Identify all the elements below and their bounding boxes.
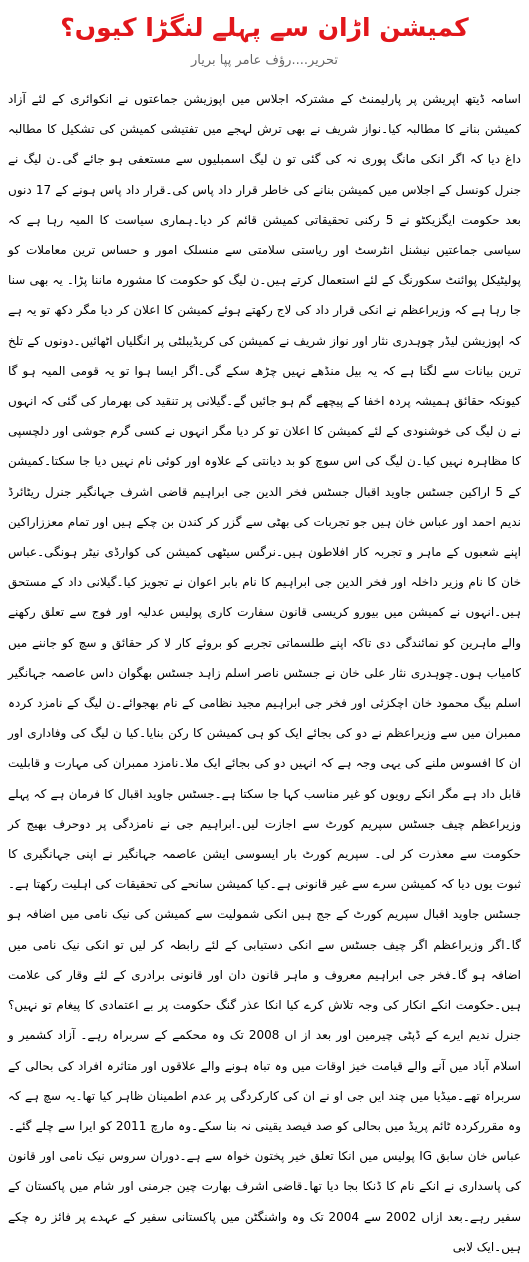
article-title: کمیشن اڑان سے پہلے لنگڑا کیوں؟ [60, 13, 469, 42]
article-byline: تحریر....رؤف عامر پپا بریار [191, 53, 338, 68]
article-body: اسامہ ڈیتھ اپریشن پر پارلیمنٹ کے مشترکہ اجلاس میں اپوزیشن جماعتوں نے انکوائری کے لئے آزاد کمیشن بنانے کا مطالبہ کیا۔نواز شریف نے بھی ترش لہجے میں تفتیشی کمیشن کی تشکیل کا مطالبہ داغ دیا کہ اگر انکی مانگ پوری نہ کی گئی تو ن لیگ اسمبلیوں سے مستعفی ہو جائے گی۔ن لیگ نے جنرل کونسل کے اجلاس میں کمیشن بنانے کی خاطر قرار داد پاس کی۔قرار داد پاس ہونے کے 17 دنوں بعد حکومت ایگزیکٹو نے 5 رکنی تحقیقاتی کمیشن قائم کر دیا۔ہماری سیاست کا المیہ رہا ہے کہ سیاسی جماعتیں نیشنل انٹرسٹ اور ریاستی سلامتی سے منسلک امور و حساس ترین معاملات کو پولیٹیکل پوائنٹ سکورنگ کے لئے استعمال کرتے ہیں۔ن لیگ کو حکومت کا مشورہ ماننا پڑا۔ یہ بھی سنا جا رہا ہے کہ وزیراعظم نے انکی قرار داد کی لاج رکھتے ہوئے کمیشن کا اعلان کر دیا مگر دکھ تو یہ ہے کہ اپوزیشن لیڈر چوہدری نثار اور نواز شریف نے کمیشن کی کریڈیبلٹی پر انگلیاں اٹھائیں۔دونوں کے تلخ ترین بیانات سے لگتا ہے کہ یہ بیل منڈھے نہیں چڑھ سکے گی۔اگر ایسا ہوا تو یہ قومی المیہ ہو گا کیونکہ حقائق ہمیشہ پردہ اخفا کے پیچھے گم ہو جائیں گے۔گیلانی پر تنقید کی بھرمار کی گئی کہ انہوں نے ن لیگ کی خوشنودی کے لئے کمیشن کا اعلان تو کر دیا مگر انہوں نے کسی گرم جوشی اور دلچسپی کا مظاہرہ نہیں کیا۔ن لیگ کی اس سوچ کو بد دیانتی کے علاوہ اور کوئی نام نہیں دیا جا سکتا۔کمیشن کے 5 اراکین جسٹس جاوید اقبال جسٹس فخر الدین جی ابراہیم قاضی اشرف جہانگیر جنرل ریٹائرڈ ندیم احمد اور عباس خان ہیں جو تجربات کی بھٹی سے گزر کر کندن بن چکے ہیں اور تمام معززاراکین اپنے شعبوں کے ماہر و تجربہ کار افلاطون ہیں۔نرگس سیٹھی کمیشن کی کوارڈی نیٹر ہونگی۔عباس خان کا نام وزیر داخلہ اور فخر الدین جی ابراہیم کا نام بابر اعوان نے تجویز کیا۔گیلانی داد کے مستحق ہیں۔انہوں نے کمیشن میں بیورو کریسی قانون سفارت کاری پولیس عدلیہ اور فوج سے تعلق رکھنے والے ماہرین کو نمائندگی دی تاکہ اپنے طلسماتی تجربے کو بروئے کار لا کر حقائق و سچ کو جاننے میں کامیاب ہوں۔چوہدری نثار علی خان نے جسٹس ناصر اسلم زاہد جسٹس بھگوان داس عاصمہ جہانگیر اسلم بیگ محمود خان اچکزئی اور فخر جی ابراہیم مجید نظامی کے نام بھجوائے۔ن لیگ کے نامزد کردہ ممبران میں سے وزیراعظم نے دو کی بجائے ایک کو ہی کمیشن کا رکن بنایا۔کیا ن لیگ کی وفاداری اور ان کا افسوس ملنے کی یہی وجہ ہے کہ انہیں دو کی بجائے ایک ملا۔نامزد ممبران کی مہارت و قابلیت قابل داد ہے مگر انکے رویوں کو غیر مناسب کہا جا سکتا ہے۔جسٹس جاوید اقبال کا فرمان ہے کہ پہلے وزیراعظم چیف جسٹس سپریم کورٹ سے اجازت لیں۔ابراہیم جی نے نامزدگی پر دوحرف بھیج کر حکومت سے معذرت کر لی۔ سپریم کورٹ بار ایسوسی ایشن عاصمہ جہانگیر نے اپنی جہانگیری کا ثبوت یوں دیا کہ کمیشن سرے سے غیر قانونی ہے۔کیا کمیشن سانحے کی تحقیقات کی اہلیت رکھتا ہے۔جسٹس جاوید اقبال سپریم کورٹ کے جج ہیں انکی شمولیت سے کمیشن کی نیک نامی میں اضافہ ہو گا۔اگر وزیراعظم اگر چیف جسٹس سے انکی دستیابی کے لئے رابطہ کر لیں تو انکی نیک نامی میں اضافہ ہو گا۔فخر جی ابراہیم معروف و ماہر قانون دان اور قانونی برادری کے لئے وقار کی علامت ہیں۔حکومت انکے انکار کی وجہ تلاش کرے کیا انکا عذر گنگ حکومت پر بے اعتمادی کا پیغام تو نہیں؟جنرل ندیم ایرے کے ڈپٹی چیرمین اور بعد از اں 2008 تک وہ محکمے کے سربراہ رہے۔ آزاد کشمیر و اسلام آباد میں آنے والے قیامت خیز اوقات میں وہ تباہ ہونے والے علاقوں اور متاثرہ افراد کی بحالی کے سربراہ تھے۔میڈیا میں چند ایں جی او نے ان کی کارکردگی پر عدم اطمینان ظاہر کیا تھا۔یہ سچ ہے کہ وہ مقررکردہ ٹائم پریڈ میں بحالی کو صد فیصد یقینی نہ بنا سکے۔وہ مارچ 2011 کو ایرا سے چلے گئے۔عباس خان سابق IG پولیس میں انکا تعلق خیر پختون خواہ سے ہے۔دوران سروس نیک نامی اور قانون کی پاسداری نے انکے نام کا ڈنکا بجا دیا تھا۔قاضی اشرف بھارت چین جرمنی اور شام میں پاکستان کے سفیر رہے۔بعد ازاں 2002 سے 2004 تک وہ واشنگٹن میں پاکستانی سفیر کے عہدے پر فائز رہ چکے ہیں۔ایک لابی [8, 92, 522, 1254]
